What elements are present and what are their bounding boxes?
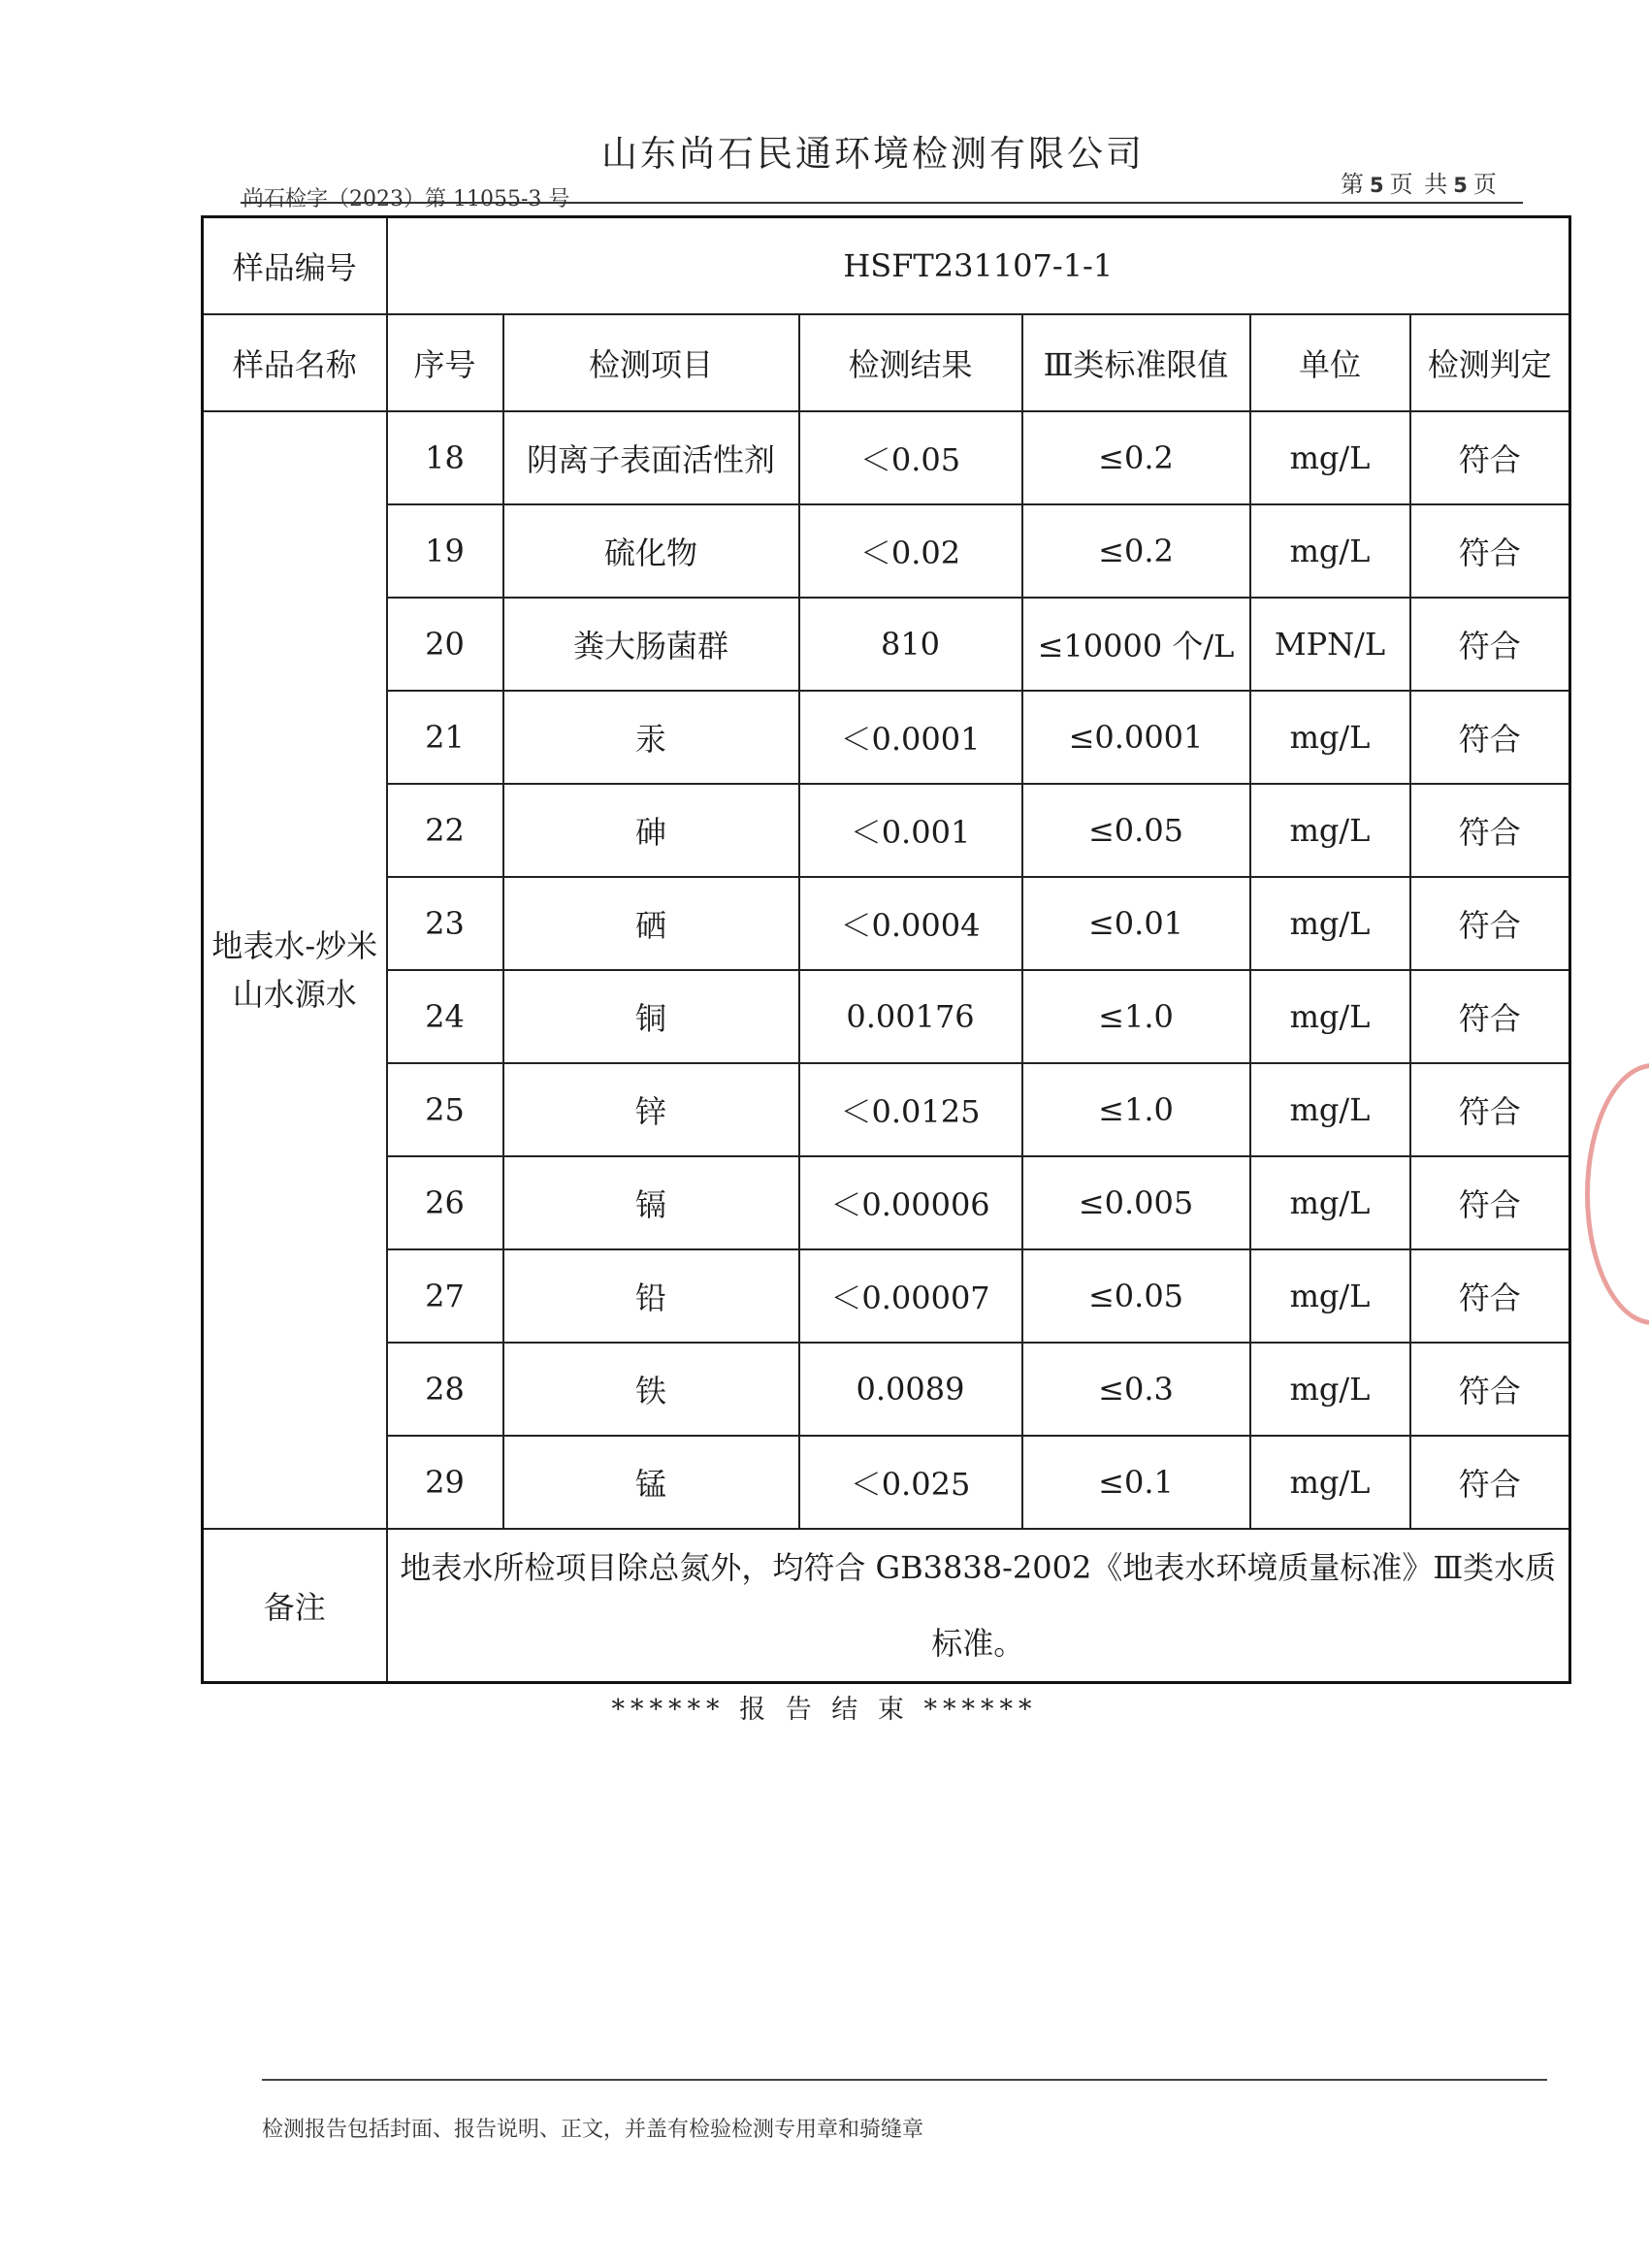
row-unit: mg/L <box>1250 691 1410 784</box>
page-pre: 第 <box>1341 171 1366 198</box>
row-result: ＜0.0001 <box>799 691 1022 784</box>
column-header-row <box>203 314 1570 411</box>
row-result: ＜0.05 <box>799 411 1022 504</box>
row-item: 锰 <box>503 1436 799 1529</box>
row-result: ＜0.00006 <box>799 1156 1022 1249</box>
row-unit: mg/L <box>1250 877 1410 970</box>
row-item: 锌 <box>503 1063 799 1156</box>
row-result: ＜0.00007 <box>799 1249 1022 1343</box>
row-result: ＜0.0125 <box>799 1063 1022 1156</box>
row-limit: ≤0.05 <box>1022 784 1250 877</box>
table-row <box>203 1343 1570 1436</box>
row-judge: 符合 <box>1410 1436 1570 1529</box>
table-row <box>203 504 1570 598</box>
row-result: 0.00176 <box>799 970 1022 1063</box>
row-judge: 符合 <box>1410 1343 1570 1436</box>
sample-id-label: 样品编号 <box>203 217 387 314</box>
row-unit: mg/L <box>1250 1156 1410 1249</box>
col-header-limit: Ⅲ类标准限值 <box>1022 314 1250 411</box>
header-rule <box>241 202 1523 204</box>
table-row <box>203 1436 1570 1529</box>
company-title: 山东尚石民通环境检测有限公司 <box>601 133 1145 175</box>
page-post: 页 <box>1472 171 1499 198</box>
row-no: 23 <box>387 877 503 970</box>
remark-text: 地表水所检项目除总氮外，均符合 GB3838-2002《地表水环境质量标准》Ⅲ类水质标准。 <box>387 1529 1570 1683</box>
row-no: 20 <box>387 598 503 691</box>
sample-name: 地表水-炒米山水源水 <box>203 411 387 1529</box>
row-no: 28 <box>387 1343 503 1436</box>
table-row <box>203 1249 1570 1343</box>
row-unit: mg/L <box>1250 504 1410 598</box>
row-item: 铅 <box>503 1249 799 1343</box>
results-table <box>201 215 1571 1684</box>
page-mid: 页 共 <box>1389 171 1450 198</box>
row-unit: mg/L <box>1250 1343 1410 1436</box>
row-item: 汞 <box>503 691 799 784</box>
row-no: 26 <box>387 1156 503 1249</box>
report-number: 尚石检字（2023）第 11055-3 号 <box>242 187 570 211</box>
row-result: 810 <box>799 598 1022 691</box>
page-current: 5 <box>1370 174 1386 197</box>
row-judge: 符合 <box>1410 1249 1570 1343</box>
row-no: 22 <box>387 784 503 877</box>
table-row <box>203 598 1570 691</box>
row-unit: mg/L <box>1250 1249 1410 1343</box>
table-row <box>203 1156 1570 1249</box>
row-no: 29 <box>387 1436 503 1529</box>
page-total: 5 <box>1453 174 1470 197</box>
row-item: 硒 <box>503 877 799 970</box>
table-row <box>203 970 1570 1063</box>
row-limit: ≤1.0 <box>1022 1063 1250 1156</box>
row-result: ＜0.025 <box>799 1436 1022 1529</box>
table-row <box>203 691 1570 784</box>
row-result: ＜0.0004 <box>799 877 1022 970</box>
row-item: 硫化物 <box>503 504 799 598</box>
row-limit: ≤0.2 <box>1022 411 1250 504</box>
row-unit: mg/L <box>1250 1063 1410 1156</box>
seal-stamp-fragment <box>1585 1063 1649 1325</box>
row-limit: ≤0.01 <box>1022 877 1250 970</box>
row-no: 27 <box>387 1249 503 1343</box>
row-limit: ≤0.3 <box>1022 1343 1250 1436</box>
row-unit: mg/L <box>1250 411 1410 504</box>
row-judge: 符合 <box>1410 504 1570 598</box>
row-judge: 符合 <box>1410 877 1570 970</box>
row-no: 24 <box>387 970 503 1063</box>
page-indicator <box>1341 165 1499 199</box>
row-item: 粪大肠菌群 <box>503 598 799 691</box>
report-end-mark: ****** 报 告 结 束 ****** <box>611 1695 1038 1725</box>
remark-row <box>203 1529 1570 1683</box>
row-limit: ≤0.1 <box>1022 1436 1250 1529</box>
row-result: ＜0.02 <box>799 504 1022 598</box>
table-row <box>203 877 1570 970</box>
sample-id-row <box>203 217 1570 314</box>
col-header-result: 检测结果 <box>799 314 1022 411</box>
row-judge: 符合 <box>1410 691 1570 784</box>
row-no: 18 <box>387 411 503 504</box>
row-limit: ≤0.2 <box>1022 504 1250 598</box>
col-header-item: 检测项目 <box>503 314 799 411</box>
row-limit: ≤0.05 <box>1022 1249 1250 1343</box>
row-result: ＜0.001 <box>799 784 1022 877</box>
col-header-name: 样品名称 <box>203 314 387 411</box>
row-result: 0.0089 <box>799 1343 1022 1436</box>
row-limit: ≤10000 个/L <box>1022 598 1250 691</box>
col-header-no: 序号 <box>387 314 503 411</box>
row-no: 19 <box>387 504 503 598</box>
row-unit: MPN/L <box>1250 598 1410 691</box>
row-item: 铜 <box>503 970 799 1063</box>
col-header-judge: 检测判定 <box>1410 314 1570 411</box>
row-item: 铁 <box>503 1343 799 1436</box>
row-unit: mg/L <box>1250 1436 1410 1529</box>
table-row <box>203 784 1570 877</box>
row-limit: ≤1.0 <box>1022 970 1250 1063</box>
row-judge: 符合 <box>1410 1156 1570 1249</box>
row-judge: 符合 <box>1410 598 1570 691</box>
row-no: 21 <box>387 691 503 784</box>
footer-note: 检测报告包括封面、报告说明、正文，并盖有检验检测专用章和骑缝章 <box>262 2118 924 2142</box>
row-judge: 符合 <box>1410 784 1570 877</box>
row-judge: 符合 <box>1410 970 1570 1063</box>
row-judge: 符合 <box>1410 411 1570 504</box>
row-item: 镉 <box>503 1156 799 1249</box>
row-judge: 符合 <box>1410 1063 1570 1156</box>
row-item: 阴离子表面活性剂 <box>503 411 799 504</box>
row-item: 砷 <box>503 784 799 877</box>
table-row <box>203 411 1570 504</box>
row-limit: ≤0.0001 <box>1022 691 1250 784</box>
row-unit: mg/L <box>1250 784 1410 877</box>
table-row <box>203 1063 1570 1156</box>
remark-label: 备注 <box>203 1529 387 1683</box>
sample-id-value: HSFT231107-1-1 <box>387 217 1570 314</box>
row-limit: ≤0.005 <box>1022 1156 1250 1249</box>
col-header-unit: 单位 <box>1250 314 1410 411</box>
row-unit: mg/L <box>1250 970 1410 1063</box>
row-no: 25 <box>387 1063 503 1156</box>
footer-rule <box>262 2079 1547 2081</box>
